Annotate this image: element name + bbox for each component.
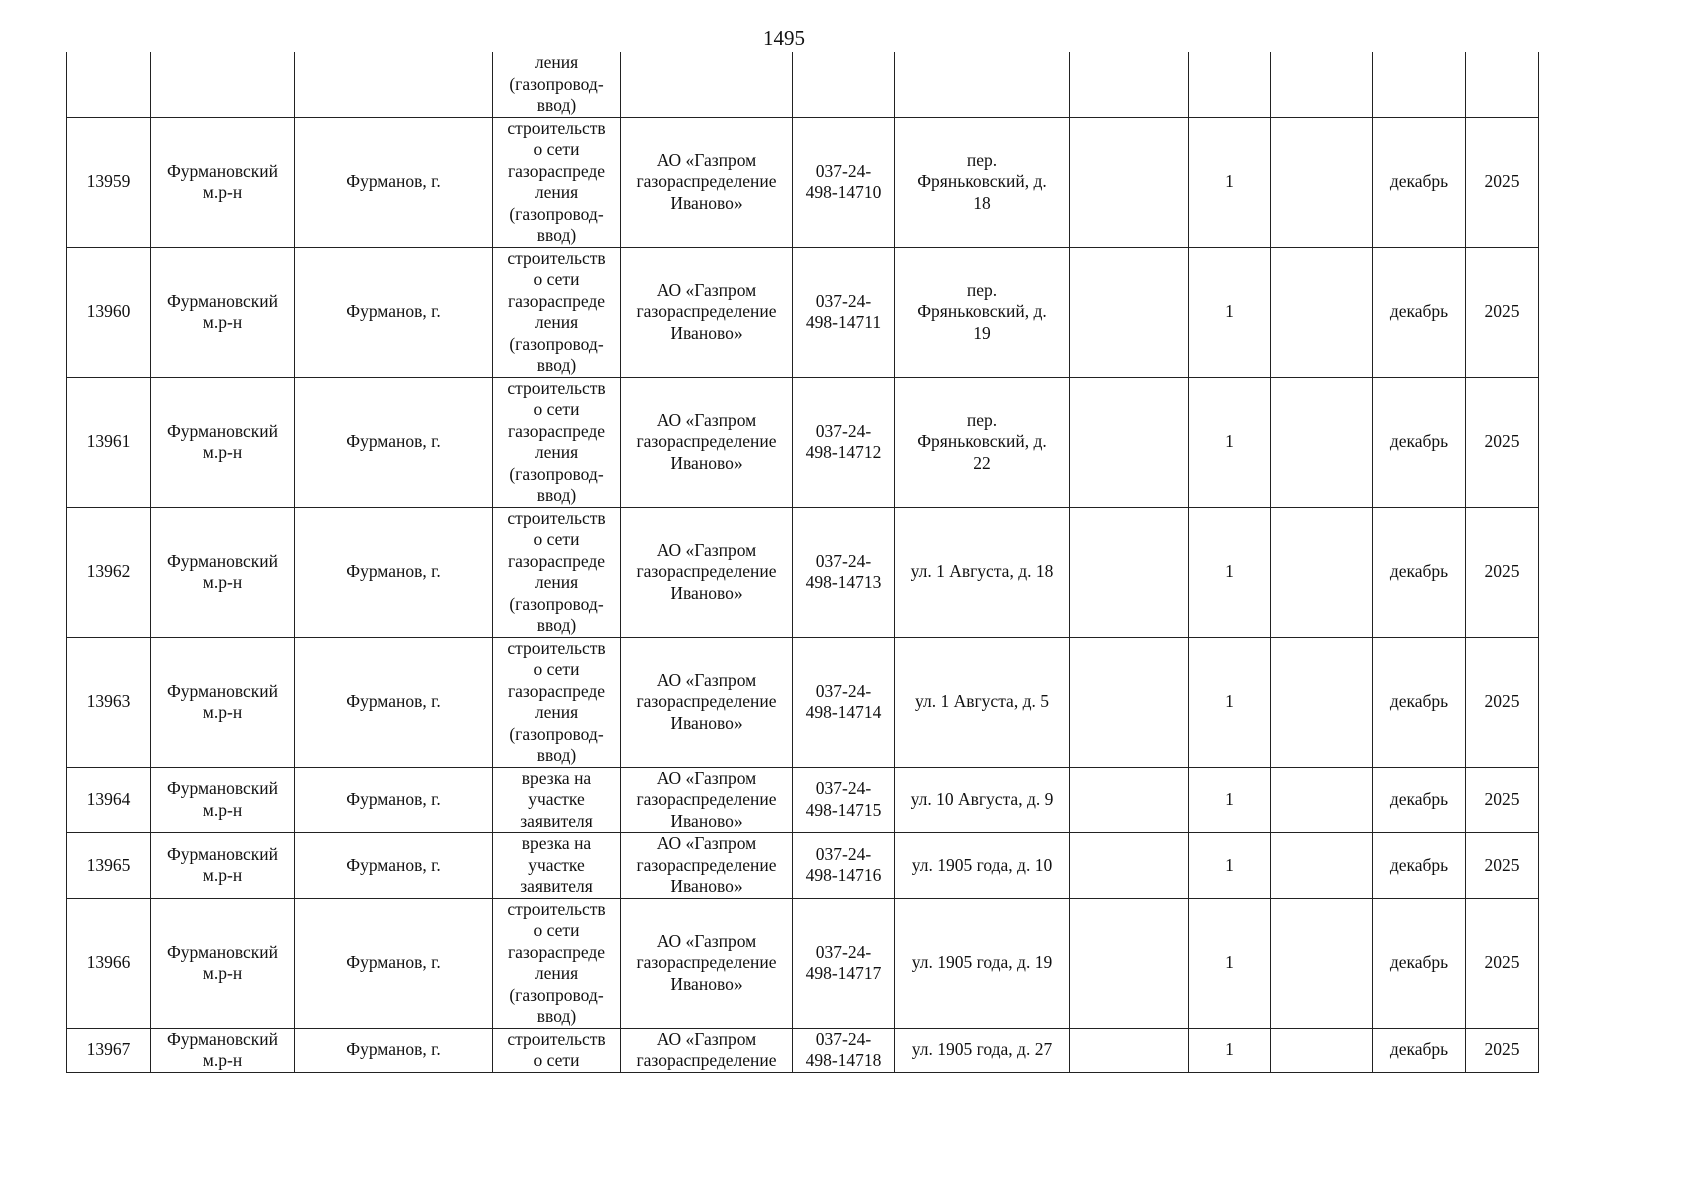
empty-cell [1271,117,1373,247]
row-number-cell: 13962 [67,507,151,637]
district-cell: Фурмановский м.р-н [151,377,295,507]
row-number-cell: 13966 [67,898,151,1028]
district-cell: Фурмановский м.р-н [151,117,295,247]
empty-cell [1070,767,1189,833]
empty-cell [1271,767,1373,833]
code-cell: 037-24- 498-14716 [793,833,895,899]
code-cell: 037-24- 498-14715 [793,767,895,833]
table-cell [1373,52,1466,117]
code-cell: 037-24- 498-14718 [793,1028,895,1072]
table-row [67,833,1539,899]
month-cell: декабрь [1373,507,1466,637]
month-cell: декабрь [1373,833,1466,899]
row-number-cell: 13961 [67,377,151,507]
address-cell: ул. 1 Августа, д. 18 [895,507,1070,637]
organization-cell: АО «Газпром газораспределение Иваново» [621,377,793,507]
quantity-cell: 1 [1189,767,1271,833]
district-cell: Фурмановский м.р-н [151,833,295,899]
organization-cell: АО «Газпром газораспределение Иваново» [621,833,793,899]
year-cell: 2025 [1466,833,1539,899]
quantity-cell: 1 [1189,898,1271,1028]
address-cell: пер. Фряньковский, д. 22 [895,377,1070,507]
month-cell: декабрь [1373,377,1466,507]
address-cell: пер. Фряньковский, д. 18 [895,117,1070,247]
year-cell: 2025 [1466,1028,1539,1072]
row-number-cell: 13965 [67,833,151,899]
month-cell: декабрь [1373,117,1466,247]
table-cell [1271,52,1373,117]
code-cell: 037-24- 498-14712 [793,377,895,507]
work-type-cell: строительств о сети газораспреде ления (газопровод- ввод) [493,637,621,767]
table-cell [1466,52,1539,117]
organization-cell: АО «Газпром газораспределение Иваново» [621,507,793,637]
address-cell: ул. 1905 года, д. 27 [895,1028,1070,1072]
empty-cell [1271,1028,1373,1072]
month-cell: декабрь [1373,898,1466,1028]
code-cell: 037-24- 498-14714 [793,637,895,767]
empty-cell [1271,833,1373,899]
organization-cell: АО «Газпром газораспределение Иваново» [621,898,793,1028]
work-type-cell: врезка на участке заявителя [493,833,621,899]
locality-cell: Фурманов, г. [295,1028,493,1072]
row-number-cell: 13964 [67,767,151,833]
empty-cell [1070,898,1189,1028]
table-cell [793,52,895,117]
work-type-cell: строительств о сети газораспреде ления (газопровод- ввод) [493,117,621,247]
table-row [67,898,1539,1028]
table-cell [67,52,151,117]
table-row [67,1028,1539,1072]
organization-cell: АО «Газпром газораспределение Иваново» [621,637,793,767]
empty-cell [1271,507,1373,637]
empty-cell [1070,1028,1189,1072]
empty-cell [1070,247,1189,377]
month-cell: декабрь [1373,637,1466,767]
quantity-cell: 1 [1189,247,1271,377]
organization-cell: АО «Газпром газораспределение Иваново» [621,117,793,247]
address-cell: ул. 10 Августа, д. 9 [895,767,1070,833]
locality-cell: Фурманов, г. [295,377,493,507]
month-cell: декабрь [1373,247,1466,377]
code-cell: 037-24- 498-14713 [793,507,895,637]
table-body [67,52,1539,1072]
row-number-cell: 13967 [67,1028,151,1072]
address-cell: ул. 1 Августа, д. 5 [895,637,1070,767]
year-cell: 2025 [1466,507,1539,637]
locality-cell: Фурманов, г. [295,507,493,637]
year-cell: 2025 [1466,637,1539,767]
row-number-cell: 13959 [67,117,151,247]
district-cell: Фурмановский м.р-н [151,1028,295,1072]
locality-cell: Фурманов, г. [295,833,493,899]
work-type-cell: строительств о сети газораспреде ления (газопровод- ввод) [493,507,621,637]
quantity-cell: 1 [1189,833,1271,899]
locality-cell: Фурманов, г. [295,117,493,247]
month-cell: декабрь [1373,767,1466,833]
empty-cell [1070,637,1189,767]
table-row [67,767,1539,833]
work-type-cell: строительств о сети [493,1028,621,1072]
empty-cell [1271,898,1373,1028]
district-cell: Фурмановский м.р-н [151,507,295,637]
work-type-cell: строительств о сети газораспреде ления (газопровод- ввод) [493,247,621,377]
district-cell: Фурмановский м.р-н [151,898,295,1028]
table-cell [151,52,295,117]
table-row-continuation [67,52,1539,117]
year-cell: 2025 [1466,117,1539,247]
address-cell: пер. Фряньковский, д. 19 [895,247,1070,377]
page-number: 1495 [763,26,805,50]
table-row [67,637,1539,767]
month-cell: декабрь [1373,1028,1466,1072]
table-cell [1189,52,1271,117]
table-cell [1070,52,1189,117]
year-cell: 2025 [1466,377,1539,507]
quantity-cell: 1 [1189,117,1271,247]
empty-cell [1070,377,1189,507]
code-cell: 037-24- 498-14711 [793,247,895,377]
locality-cell: Фурманов, г. [295,767,493,833]
locality-cell: Фурманов, г. [295,247,493,377]
empty-cell [1070,117,1189,247]
address-cell: ул. 1905 года, д. 10 [895,833,1070,899]
address-cell: ул. 1905 года, д. 19 [895,898,1070,1028]
quantity-cell: 1 [1189,637,1271,767]
year-cell: 2025 [1466,767,1539,833]
empty-cell [1271,247,1373,377]
empty-cell [1070,507,1189,637]
work-type-cell: врезка на участке заявителя [493,767,621,833]
quantity-cell: 1 [1189,1028,1271,1072]
work-type-cell: строительств о сети газораспреде ления (газопровод- ввод) [493,898,621,1028]
code-cell: 037-24- 498-14717 [793,898,895,1028]
table-cell [895,52,1070,117]
table-cell: ления (газопровод- ввод) [493,52,621,117]
year-cell: 2025 [1466,898,1539,1028]
year-cell: 2025 [1466,247,1539,377]
empty-cell [1271,377,1373,507]
row-number-cell: 13960 [67,247,151,377]
quantity-cell: 1 [1189,507,1271,637]
table-row [67,247,1539,377]
table-row [67,117,1539,247]
district-cell: Фурмановский м.р-н [151,247,295,377]
table-cell [621,52,793,117]
work-type-cell: строительств о сети газораспреде ления (газопровод- ввод) [493,377,621,507]
locality-cell: Фурманов, г. [295,898,493,1028]
district-cell: Фурмановский м.р-н [151,767,295,833]
locality-cell: Фурманов, г. [295,637,493,767]
table-row [67,507,1539,637]
quantity-cell: 1 [1189,377,1271,507]
registry-table [66,52,1539,1073]
code-cell: 037-24- 498-14710 [793,117,895,247]
district-cell: Фурмановский м.р-н [151,637,295,767]
row-number-cell: 13963 [67,637,151,767]
organization-cell: АО «Газпром газораспределение Иваново» [621,767,793,833]
organization-cell: АО «Газпром газораспределение Иваново» [621,247,793,377]
organization-cell: АО «Газпром газораспределение [621,1028,793,1072]
table-row [67,377,1539,507]
table-cell [295,52,493,117]
empty-cell [1070,833,1189,899]
empty-cell [1271,637,1373,767]
